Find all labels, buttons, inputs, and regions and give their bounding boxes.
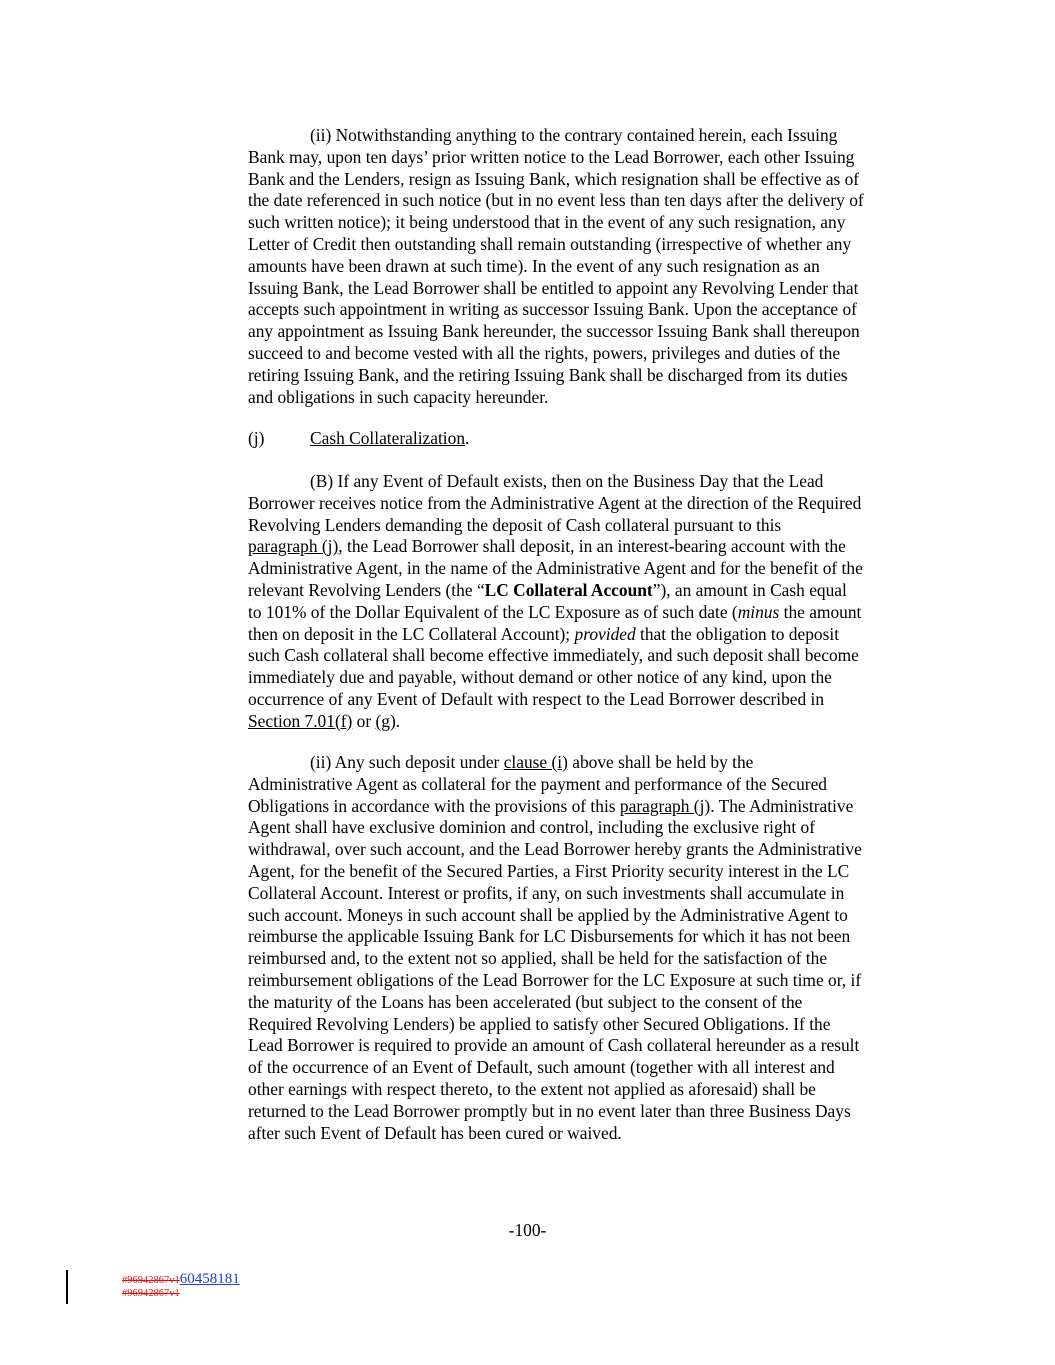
text-line: after such Event of Default has been cured or waived. [248,1122,622,1143]
text-line: Issuing Bank, the Lead Borrower shall be entitled to appoint any Revolving Lender that [248,277,859,298]
paragraph-b-cash-collateral [248,471,938,733]
paragraph-ii-resignation [248,125,938,408]
text-line: reimbursed and, to the extent not so applied, shall be held for the satisfaction of the [248,948,828,969]
text-line [248,580,938,602]
cross-reference-link[interactable]: Section 7.01(f) [248,710,353,731]
deleted-doc-id: #96942867v1 [122,1275,180,1286]
text-line: occurrence of any Event of Default with respect to the Lead Borrower described in [248,688,825,709]
text-line [248,624,938,646]
text-line: returned to the Lead Borrower promptly but in no event later than three Business Days [248,1100,851,1121]
change-bar [66,1270,68,1304]
text-line: of the occurrence of an Event of Default, such amount (together with all interest and [248,1057,835,1078]
text-line: immediately due and payable, without demand or other notice of any kind, upon the [248,667,832,688]
text-span: Obligations in accordance with the provisions of this [248,795,620,816]
text-span: (ii) Any such deposit under [310,752,504,772]
text-span: to 101% of the Dollar Equivalent of the LC Exposure as of such date ( [248,601,738,622]
text-line: (ii) Notwithstanding anything to the contrary contained herein, each Issuing [310,125,838,145]
text-line: retiring Issuing Bank, and the retiring Issuing Bank shall be discharged from its duties [248,364,848,385]
text-line [248,711,938,733]
text-line: Bank may, upon ten days’ prior written notice to the Lead Borrower, each other Issuing [248,146,855,167]
text-line [248,752,938,774]
text-line: Collateral Account. Interest or profits, if any, on such investments shall accumulate in [248,882,845,903]
text-span: , the Lead Borrower shall deposit, in an interest-bearing account with the [338,536,846,557]
text-line: Agent, for the benefit of the Secured Parties, a First Priority security interest in the LC [248,860,850,881]
text-line [248,536,938,558]
text-line: Agent shall have exclusive dominion and control, including the exclusive right of [248,817,815,838]
inserted-doc-id: 60458181 [179,1271,240,1287]
defined-term: LC Collateral Account [484,579,653,600]
text-span: . The Administrative [710,795,854,816]
text-line: the date referenced in such notice (but in no event less than ten days after the delivery of [248,190,864,211]
text-span: or [352,710,376,731]
section-title: Cash Collateralization [310,428,466,448]
page-number: -100- [508,1220,547,1240]
text-line: the maturity of the Loans has been accelerated (but subject to the consent of the [248,991,803,1012]
text-line: amounts have been drawn at such time). In the event of any such resignation as an [248,255,820,276]
text-line: such account. Moneys in such account shall be applied by the Administrative Agent to [248,904,848,925]
cross-reference-link[interactable]: paragraph (j) [248,536,339,557]
text-line: any appointment as Issuing Bank hereunder, the successor Issuing Bank shall thereupon [248,321,860,342]
paragraph-ii-deposit [248,752,938,1144]
text-line: accepts such appointment in writing as successor Issuing Bank. Upon the acceptance of [248,299,857,320]
text-line: withdrawal, over such account, and the Lead Borrower hereby grants the Administrative [248,839,862,860]
text-line [248,602,938,624]
text-line: Required Revolving Lenders) be applied to satisfy other Secured Obligations. If the [248,1013,831,1034]
text-line: such Cash collateral shall become effective immediately, and such deposit shall become [248,645,859,666]
text-line: succeed to and become vested with all the rights, powers, privileges and duties of the [248,342,841,363]
text-span: above shall be held by the [567,752,754,772]
text-line: Letter of Credit then outstanding shall remain outstanding (irrespective of whether any [248,233,852,254]
section-heading-j [248,428,938,450]
text-span: then on deposit in the LC Collateral Account); [248,623,575,644]
text-line: Administrative Agent, in the name of the Administrative Agent and for the benefit of the [248,558,863,579]
document-id [122,1273,240,1300]
cross-reference-link[interactable]: clause (i) [503,752,568,772]
text-line: and obligations in such capacity hereunder. [248,386,549,407]
cross-reference-link[interactable]: (g) [375,710,396,731]
text-span: ”), an amount in Cash equal [652,579,847,600]
text-line: such written notice); it being understood that in the event of any such resignation, any [248,212,846,233]
text-line: (B) If any Event of Default exists, then on the Business Day that the Lead [310,471,824,491]
cross-reference-link[interactable]: paragraph (j) [619,795,711,816]
italic-term: minus [737,601,780,622]
deleted-doc-id-second: #96942867v1 [122,1288,180,1299]
text-span: that the obligation to deposit [635,623,840,644]
text-span: relevant Revolving Lenders (the “ [248,579,485,600]
text-line: Lead Borrower is required to provide an amount of Cash collateral hereunder as a result [248,1035,860,1056]
italic-term: provided [574,623,636,644]
text-line: Revolving Lenders demanding the deposit of Cash collateral pursuant to this [248,514,782,535]
text-line: reimbursement obligations of the Lead Borrower for the LC Exposure at such time or, if [248,969,862,990]
text-span: . [395,710,401,731]
section-title-period: . [465,428,470,448]
text-line: other earnings with respect thereto, to the extent not applied as aforesaid) shall be [248,1078,816,1099]
text-line: reimburse the applicable Issuing Bank for LC Disbursements for which it has not been [248,926,851,947]
section-label: (j) [248,428,265,448]
text-line [248,796,938,818]
text-span: the amount [779,601,862,622]
text-line: Administrative Agent as collateral for the payment and performance of the Secured [248,773,827,794]
text-line: Borrower receives notice from the Administrative Agent at the direction of the Required [248,492,862,513]
text-line: Bank and the Lenders, resign as Issuing Bank, which resignation shall be effective as of [248,168,860,189]
